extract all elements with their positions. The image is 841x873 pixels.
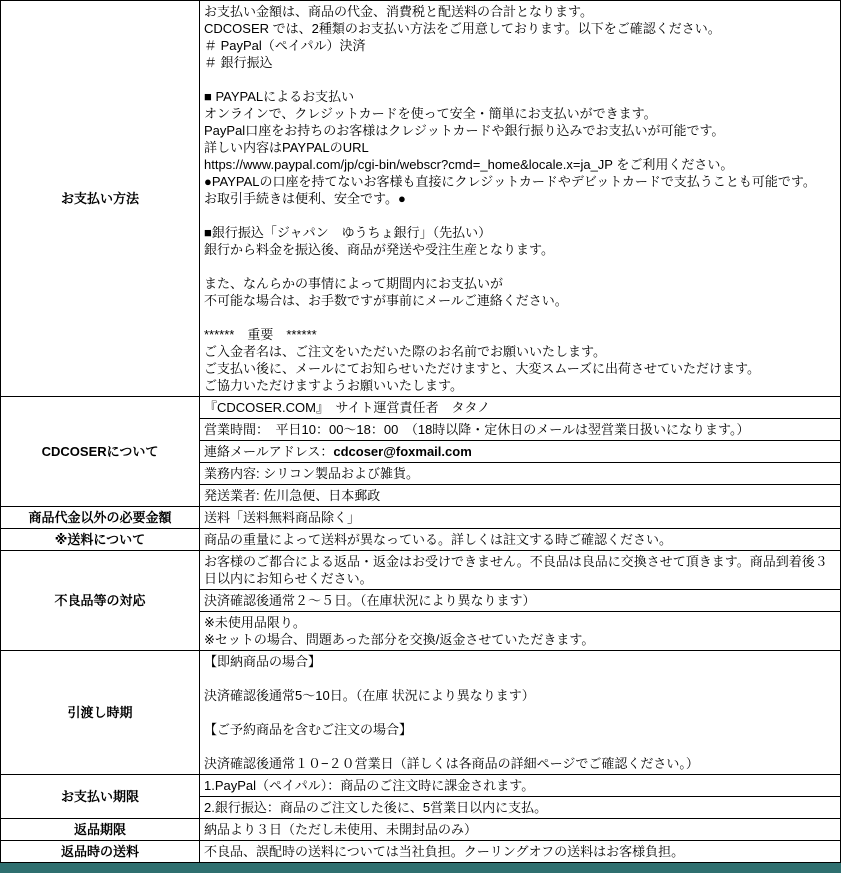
subcell <box>200 462 840 484</box>
row-shipping-note <box>1 529 840 551</box>
subcell <box>200 651 840 774</box>
text-line <box>204 309 836 326</box>
text-line: ●PAYPALの口座を持てないお客様も直接にクレジットカードやデビットカードで支払うことも可能です。 <box>204 174 816 189</box>
text-line: ご協力いただけますようお願いいたします。 <box>204 378 463 393</box>
row-content-payment-method <box>200 1 840 396</box>
text-line: ****** 重要 ****** <box>204 327 317 342</box>
text-line <box>204 443 836 460</box>
text-line: CDCOSER では、2種類のお支払い方法をご用意しております。以下をご確認ください。 <box>204 21 721 36</box>
text-line: ※未使用品限り。 <box>204 615 306 630</box>
row-content-return-shipping <box>200 841 840 862</box>
subcell <box>200 589 840 611</box>
text-line: ＃ PayPal（ペイパル）決済 <box>204 38 366 53</box>
text-line: PayPal口座をお持ちのお客様はクレジットカードや銀行振り込みでお支払いが可能です。 <box>204 123 725 138</box>
text-line: また、なんらかの事情によって期間内にお支払いが <box>204 276 504 291</box>
text-line: 送料「送料無料商品除く」 <box>204 510 361 525</box>
row-label-defective-items: 不良品等の対応 <box>1 551 200 650</box>
text-line: ■銀行振込「ジャパン ゆうちょ銀行」（先払い） <box>204 225 492 240</box>
text-line <box>204 71 836 88</box>
subcell <box>200 841 840 862</box>
text-line: オンラインで、クレジットカードを使って安全・簡単にお支払いができます。 <box>204 106 657 121</box>
row-label-extra-fees: 商品代金以外の必要金額 <box>1 507 200 528</box>
row-label-delivery-time: 引渡し時期 <box>1 651 200 774</box>
row-return-shipping <box>1 841 840 863</box>
row-content-delivery-time <box>200 651 840 774</box>
row-return-deadline <box>1 819 840 841</box>
subcell <box>200 1 840 396</box>
text-line: 決済確認後通常１０−２０営業日（詳しくは各商品の詳細ページでご確認ください。） <box>204 756 699 771</box>
text-line <box>204 704 836 721</box>
text-line: https://www.paypal.com/jp/cgi-bin/webscr?cmd=_home&locale.x=ja_JP をご利用ください。 <box>204 157 734 172</box>
text-line <box>204 207 836 224</box>
subcell <box>200 529 840 550</box>
subcell <box>200 551 840 589</box>
footer-bar <box>0 863 841 873</box>
row-content-shipping-note <box>200 529 840 550</box>
row-payment-deadline <box>1 775 840 819</box>
text-line <box>204 738 836 755</box>
text-line: 【ご予約商品を含むご注文の場合】 <box>204 722 413 737</box>
row-label-return-deadline: 返品期限 <box>1 819 200 840</box>
row-content-payment-deadline <box>200 775 840 818</box>
text-line: お客様のご都合による返品・返金はお受けできません。不良品は良品に交換させて頂きます。商品到着後３日以内にお知らせください。 <box>204 554 828 586</box>
text-line <box>204 670 836 687</box>
row-about-cdcoser <box>1 397 840 507</box>
text-line: ＃ 銀行振込 <box>204 55 273 70</box>
subcell <box>200 775 840 796</box>
subcell <box>200 440 840 462</box>
subcell <box>200 611 840 650</box>
text-line: 不良品、誤配時の送料については当社負担。クーリングオフの送料はお客様負担。 <box>204 844 685 859</box>
text-line: 営業時間： 平日10：00〜18：00 （18時以降・定休日のメールは翌営業日扱いになります。） <box>204 422 750 437</box>
text-line: 2.銀行振込：商品のご注文した後に、5営業日以内に支払。 <box>204 800 548 815</box>
subcell <box>200 819 840 840</box>
text-line: ※セットの場合、問題あった部分を交換/返金させていただきます。 <box>204 632 595 647</box>
text-line: 納品より３日（ただし未使用、未開封品のみ） <box>204 822 478 837</box>
text-line: お取引手続きは便利、安全です。● <box>204 191 406 206</box>
row-label-payment-deadline: お支払い期限 <box>1 775 200 818</box>
text-line: 【即納商品の場合】 <box>204 654 322 669</box>
text-line: ご入金者名は、ご注文をいただいた際のお名前でお願いいたします。 <box>204 344 606 359</box>
row-content-extra-fees <box>200 507 840 528</box>
subcell <box>200 796 840 818</box>
text-line <box>204 258 836 275</box>
subcell <box>200 418 840 440</box>
text-line: 決済確認後通常5〜10日。（在庫 状況により異なります） <box>204 688 535 703</box>
subcell <box>200 507 840 528</box>
row-extra-fees <box>1 507 840 529</box>
text-line: 業務内容: シリコン製品および雑貨。 <box>204 466 419 481</box>
text-line: ■ PAYPALによるお支払い <box>204 89 355 104</box>
row-label-payment-method: お支払い方法 <box>1 1 200 396</box>
text-line: 1.PayPal（ペイパル）：商品のご注文時に課金されます。 <box>204 778 535 793</box>
text-line: 『CDCOSER.COM』 サイト運営責任者 タタノ <box>204 400 491 415</box>
text-line: 決済確認後通常２〜５日。（在庫状況により異なります） <box>204 593 536 608</box>
row-label-shipping-note: ※送料について <box>1 529 200 550</box>
text-line: 詳しい内容はPAYPALのURL <box>204 140 369 155</box>
text-line: 銀行から料金を振込後、商品が発送や受注生産となります。 <box>204 242 554 257</box>
row-defective-items <box>1 551 840 651</box>
text-span: 連絡メールアドレス： <box>204 444 334 459</box>
text-line: お支払い金額は、商品の代金、消費税と配送料の合計となります。 <box>204 4 593 19</box>
email-address: cdcoser@foxmail.com <box>333 444 472 459</box>
text-line: 不可能な場合は、お手数ですが事前にメールご連絡ください。 <box>204 293 568 308</box>
text-line: 発送業者: 佐川急便、日本郵政 <box>204 488 381 503</box>
row-content-return-deadline <box>200 819 840 840</box>
subcell <box>200 484 840 506</box>
row-label-about-cdcoser: CDCOSERについて <box>1 397 200 506</box>
text-line: 商品の重量によって送料が異なっている。詳しくは註文する時ご確認ください。 <box>204 532 673 547</box>
row-payment-method <box>1 1 840 397</box>
row-label-return-shipping: 返品時の送料 <box>1 841 200 862</box>
row-delivery-time <box>1 651 840 775</box>
subcell <box>200 397 840 418</box>
row-content-defective-items <box>200 551 840 650</box>
text-line: ご支払い後に、メールにてお知らせいただけますと、大変スムーズに出荷させていただけます。 <box>204 361 761 376</box>
row-content-about-cdcoser <box>200 397 840 506</box>
